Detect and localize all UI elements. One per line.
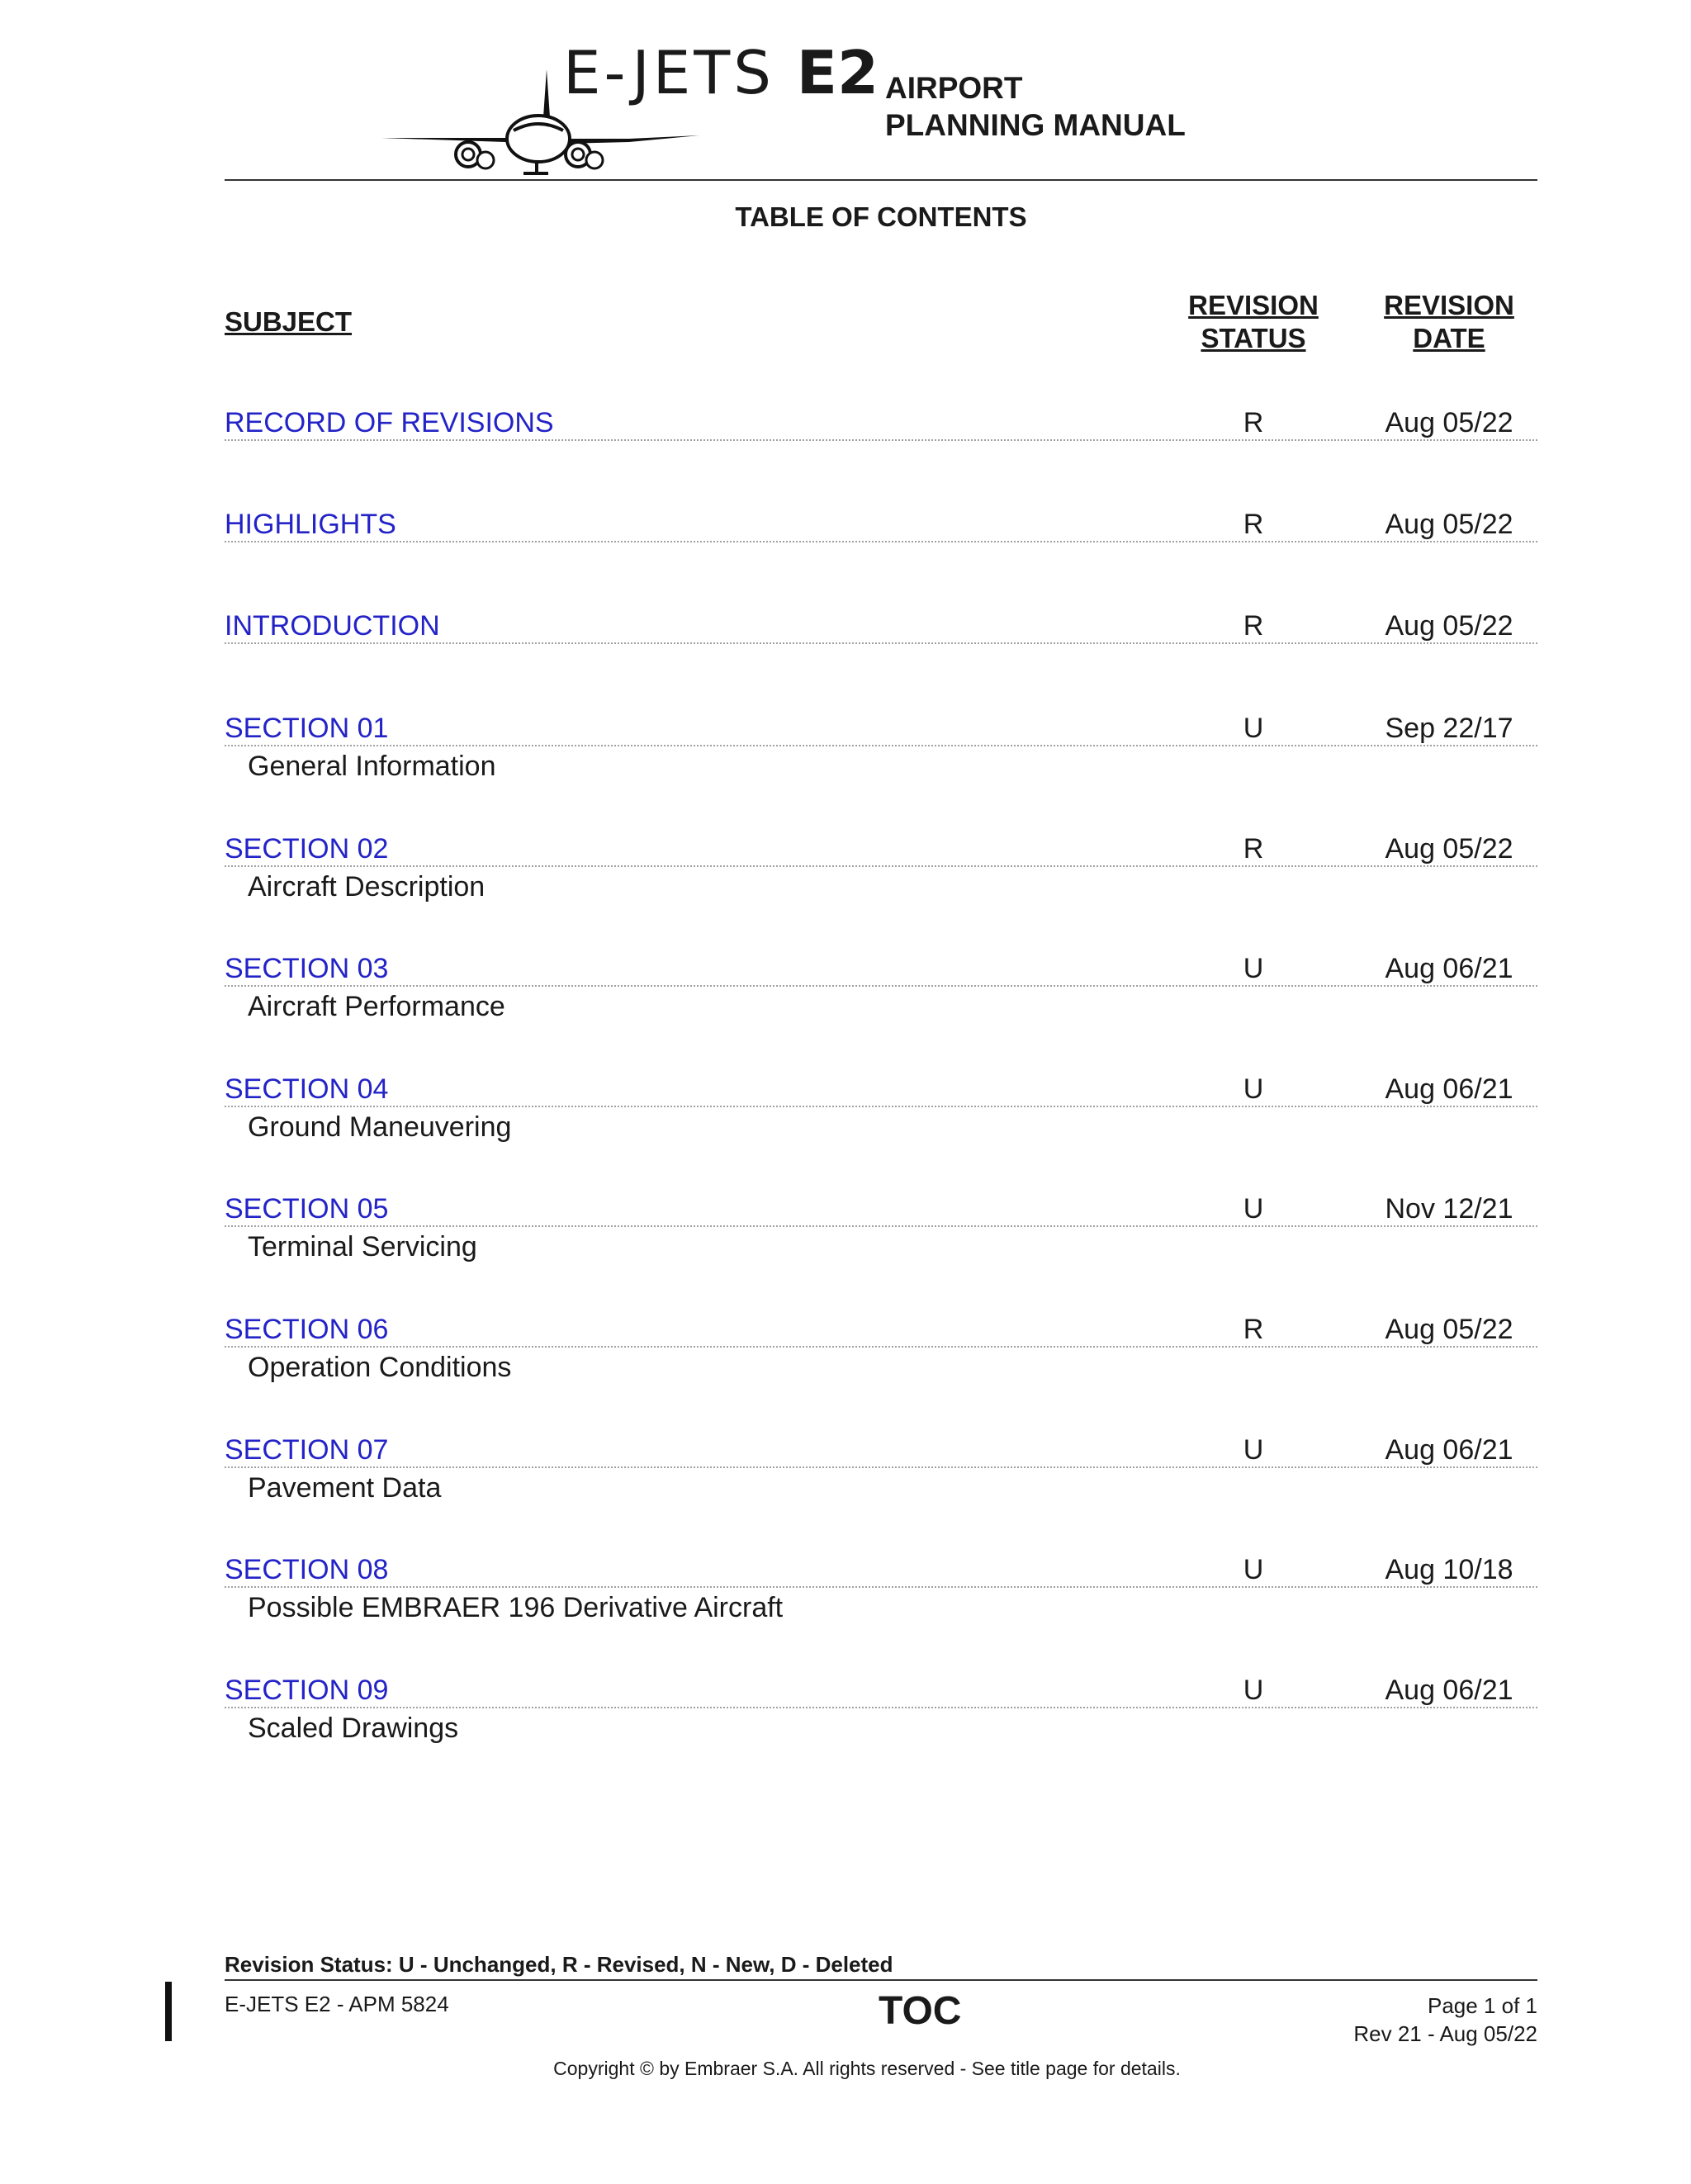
toc-row	[225, 712, 1537, 746]
revision-date: Aug 05/22	[1385, 610, 1513, 642]
section-subtitle: Ground Maneuvering	[248, 1111, 512, 1143]
revision-date: Sep 22/17	[1385, 713, 1513, 744]
toc-row	[225, 1433, 1537, 1468]
revision-date: Aug 06/21	[1385, 1675, 1513, 1706]
toc-row	[225, 1313, 1537, 1348]
page-section-code: TOC	[879, 1989, 962, 2033]
toc-row	[225, 1073, 1537, 1107]
column-header-revision-status-line1: REVISION	[1188, 290, 1319, 320]
toc-row	[225, 1192, 1537, 1227]
section-subtitle: Operation Conditions	[248, 1352, 512, 1383]
page-number: Page 1 of 1	[1428, 1993, 1537, 2018]
logo	[381, 38, 879, 159]
toc-row	[225, 406, 1537, 441]
revision-date: Aug 05/22	[1385, 833, 1513, 865]
header-divider	[225, 179, 1537, 181]
logo-text-main: E-JETS	[563, 38, 774, 107]
toc-link-section-03[interactable]: SECTION 03	[225, 953, 389, 984]
section-subtitle: Aircraft Description	[248, 871, 486, 902]
column-header-revision-date-line2: DATE	[1413, 323, 1485, 353]
footer-divider	[225, 1979, 1537, 1981]
logo-text-bold: E2	[796, 38, 879, 107]
toc-link-section-07[interactable]: SECTION 07	[225, 1434, 389, 1466]
revision-status: U	[1243, 953, 1264, 984]
toc-link-introduction[interactable]: INTRODUCTION	[225, 610, 440, 642]
toc-row	[225, 952, 1537, 987]
toc-link-section-04[interactable]: SECTION 04	[225, 1073, 389, 1105]
toc-link-section-05[interactable]: SECTION 05	[225, 1193, 389, 1225]
column-header-revision-date-line1: REVISION	[1384, 290, 1514, 320]
revision-status-legend: Revision Status: U - Unchanged, R - Revised, N - New, D - Deleted	[225, 1952, 893, 1977]
toc-row	[225, 1553, 1537, 1588]
revision-status: R	[1243, 610, 1264, 642]
change-bar	[165, 1982, 172, 2041]
manual-title	[885, 69, 1186, 144]
revision-info: Rev 21 - Aug 05/22	[1353, 2021, 1537, 2046]
revision-date: Aug 06/21	[1385, 1073, 1513, 1105]
revision-status: U	[1243, 1675, 1264, 1706]
revision-date: Aug 06/21	[1385, 1434, 1513, 1466]
toc-link-highlights[interactable]: HIGHLIGHTS	[225, 509, 396, 540]
section-subtitle: Aircraft Performance	[248, 991, 505, 1022]
revision-date: Aug 05/22	[1385, 407, 1513, 438]
document-id: E-JETS E2 - APM 5824	[225, 1992, 449, 2016]
copyright-notice: Copyright © by Embraer S.A. All rights reserved - See title page for details.	[553, 2058, 1181, 2079]
toc-link-section-09[interactable]: SECTION 09	[225, 1675, 389, 1706]
section-subtitle: Pavement Data	[248, 1472, 442, 1504]
revision-status: U	[1243, 1073, 1264, 1105]
toc-link-section-06[interactable]: SECTION 06	[225, 1314, 389, 1345]
revision-date: Nov 12/21	[1385, 1193, 1513, 1225]
revision-status: R	[1243, 509, 1264, 540]
logo-wordmark	[563, 38, 879, 107]
section-subtitle: Scaled Drawings	[248, 1713, 459, 1744]
revision-date: Aug 05/22	[1385, 1314, 1513, 1345]
toc-link-section-02[interactable]: SECTION 02	[225, 833, 389, 865]
toc-row	[225, 1674, 1537, 1708]
column-header-revision-status	[1171, 289, 1336, 355]
page-title: TABLE OF CONTENTS	[735, 201, 1027, 232]
revision-status: U	[1243, 713, 1264, 744]
toc-row	[225, 508, 1537, 542]
toc-row	[225, 609, 1537, 644]
toc-link-section-01[interactable]: SECTION 01	[225, 713, 389, 744]
revision-date: Aug 10/18	[1385, 1554, 1513, 1585]
manual-title-line2: PLANNING MANUAL	[885, 108, 1186, 142]
revision-date: Aug 06/21	[1385, 953, 1513, 984]
toc-link-section-08[interactable]: SECTION 08	[225, 1554, 389, 1585]
column-header-subject: SUBJECT	[225, 306, 353, 337]
revision-date: Aug 05/22	[1385, 509, 1513, 540]
revision-status: R	[1243, 1314, 1264, 1345]
revision-status: U	[1243, 1554, 1264, 1585]
toc-row	[225, 832, 1537, 867]
revision-status: R	[1243, 407, 1264, 438]
page-info	[1353, 1992, 1537, 2048]
section-subtitle: General Information	[248, 751, 496, 782]
revision-status: U	[1243, 1434, 1264, 1466]
section-subtitle: Possible EMBRAER 196 Derivative Aircraft	[248, 1592, 784, 1623]
section-subtitle: Terminal Servicing	[248, 1231, 477, 1263]
revision-status: U	[1243, 1193, 1264, 1225]
revision-status: R	[1243, 833, 1264, 865]
toc-link-record-of-revisions[interactable]: RECORD OF REVISIONS	[225, 407, 554, 438]
column-header-revision-status-line2: STATUS	[1201, 323, 1306, 353]
manual-title-line1: AIRPORT	[885, 71, 1023, 105]
column-header-revision-date	[1362, 289, 1536, 355]
